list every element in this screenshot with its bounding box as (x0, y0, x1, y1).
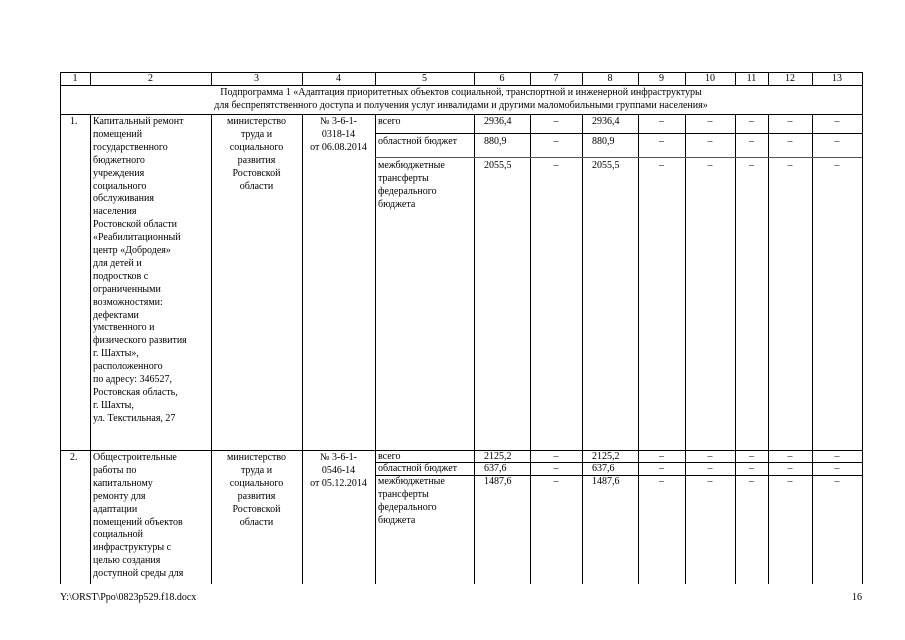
value-c11: – (749, 476, 754, 487)
executor-line: труда и (240, 464, 273, 476)
document-line: от 05.12.2014 (310, 477, 367, 489)
executor-line: министерство (226, 116, 287, 127)
object-name-line: социального (93, 180, 147, 192)
value-total: 880,9 (484, 136, 507, 147)
document-line: от 06.08.2014 (310, 141, 367, 153)
value-c12: – (787, 463, 793, 474)
funding-source-label: федерального (378, 185, 437, 197)
value-total: 2125,2 (484, 451, 512, 462)
col-divider (735, 114, 736, 584)
document-line: 0318-14 (321, 128, 356, 140)
col-divider (812, 114, 813, 584)
executor-line: социального (229, 141, 284, 153)
value-col-8: 637,6 (592, 463, 615, 474)
col-divider (530, 114, 531, 584)
table-border-left (60, 72, 61, 584)
object-name-line: учреждения (93, 167, 145, 179)
executor-line: развития (237, 154, 276, 166)
object-name-line: целью создания (93, 555, 161, 567)
source-row-divider (375, 133, 862, 134)
column-number-header: 12 (785, 73, 795, 84)
col-divider (302, 114, 303, 584)
value-c9: – (659, 136, 664, 147)
value-c10: – (707, 463, 713, 474)
funding-source-label: межбюджетные (378, 160, 445, 171)
column-number-header: 9 (659, 73, 664, 84)
object-name-line: социальной (93, 529, 143, 541)
value-total: 2936,4 (484, 116, 512, 127)
object-name-line: помещений (93, 128, 143, 140)
col-divider (582, 114, 583, 584)
col-divider (90, 114, 91, 584)
object-name-line: расположенного (93, 361, 163, 373)
object-name-line: доступной среды для (93, 568, 184, 580)
value-c9: – (659, 476, 664, 487)
column-number-header: 13 (832, 73, 842, 84)
executor-line: области (239, 180, 274, 192)
object-name-line: по адресу: 346527, (93, 374, 173, 385)
funding-source-label: бюджета (378, 198, 416, 210)
executor-line: социального (229, 477, 284, 489)
column-number-header: 8 (607, 73, 613, 84)
value-col-8: 2055,5 (592, 160, 620, 171)
object-name-line: возможностями: (93, 296, 163, 308)
object-name-line: г. Шахты, (93, 399, 134, 411)
executor-line: Ростовской (232, 503, 281, 515)
executor-line: министерство (226, 452, 287, 463)
object-name-line: дефектами (93, 309, 139, 321)
col-divider (375, 114, 376, 584)
value-c11: – (749, 463, 754, 474)
object-name-line: капитальному (93, 477, 153, 489)
value-total: 1487,6 (484, 476, 512, 487)
funding-source-label: трансферты (378, 172, 429, 184)
row-number: 1. (70, 116, 78, 127)
funding-source-label: всего (378, 451, 401, 462)
value-c13: – (834, 451, 840, 462)
funding-source-label: всего (378, 116, 401, 127)
value-total: 2055,5 (484, 160, 512, 171)
col-divider (685, 114, 686, 584)
value-total: 637,6 (484, 463, 507, 474)
col-divider (638, 114, 639, 584)
value-c10: – (707, 451, 713, 462)
value-col-8: 2936,4 (592, 116, 620, 127)
value-c9: – (659, 451, 664, 462)
value-col-7: – (553, 476, 559, 487)
funding-source-label: федерального (378, 501, 437, 513)
value-col-7: – (553, 160, 559, 171)
value-c9: – (659, 463, 664, 474)
value-c11: – (749, 451, 754, 462)
document-line: № 3-6-1- (319, 116, 358, 127)
value-c10: – (707, 116, 713, 127)
subprogram-title-line-2: для беспрепятственного доступа и получения услуг инвалидами и другими маломобильными группами населения» (214, 100, 708, 111)
value-c12: – (787, 116, 793, 127)
table-border-right (862, 72, 863, 584)
value-c10: – (707, 160, 713, 171)
object-name-line: центр «Добродея» (93, 245, 171, 256)
object-name-line: Общестроительные (93, 452, 177, 463)
funding-source-label: бюджета (378, 514, 416, 526)
value-c13: – (834, 476, 840, 487)
object-name-line: Капитальный ремонт (93, 116, 184, 127)
value-c11: – (749, 160, 754, 171)
value-col-8: 1487,6 (592, 476, 620, 487)
object-name-line: для детей и (93, 257, 142, 269)
column-number-header: 2 (148, 73, 153, 84)
object-name-line: бюджетного (93, 154, 145, 166)
funding-source-label: трансферты (378, 488, 429, 500)
value-c12: – (787, 476, 793, 487)
object-name-line: умственного и (93, 322, 155, 334)
source-row-divider (375, 157, 862, 158)
value-c13: – (834, 136, 840, 147)
value-col-7: – (553, 136, 559, 147)
value-col-8: 2125,2 (592, 451, 620, 462)
object-name-line: адаптации (93, 503, 138, 515)
object-name-line: государственного (93, 141, 168, 153)
funding-source-label: межбюджетные (378, 476, 445, 487)
footer-file-path: Y:\ORST\Ppo\0823p529.f18.docx (60, 592, 197, 603)
object-name-line: подростков с (93, 270, 149, 282)
value-c9: – (659, 116, 664, 127)
column-number-header: 4 (336, 73, 341, 84)
value-c12: – (787, 451, 793, 462)
executor-line: Ростовской (232, 167, 281, 179)
value-c9: – (659, 160, 664, 171)
value-c10: – (707, 476, 713, 487)
object-name-line: Ростовской области (93, 219, 177, 231)
column-number-header: 10 (705, 73, 715, 84)
document-line: № 3-6-1- (319, 452, 358, 463)
object-name-line: Ростовская область, (93, 386, 178, 398)
value-c12: – (787, 160, 793, 171)
column-number-header: 7 (553, 73, 559, 84)
funding-source-label: областной бюджет (378, 463, 458, 474)
object-name-line: г. Шахты», (93, 348, 139, 360)
value-col-8: 880,9 (592, 136, 615, 147)
column-number-header: 6 (499, 73, 505, 84)
col-divider (474, 114, 475, 584)
funding-source-label: областной бюджет (378, 136, 458, 147)
value-c12: – (787, 136, 793, 147)
object-name-line: помещений объектов (93, 516, 183, 528)
object-name-line: «Реабилитационный (93, 232, 181, 244)
object-name-line: обслуживания (93, 193, 154, 205)
value-c13: – (834, 116, 840, 127)
value-c11: – (749, 136, 754, 147)
subprogram-title-line-1: Подпрограмма 1 «Адаптация приоритетных объектов социальной, транспортной и инженерной инфраструктуры (220, 87, 702, 98)
value-c11: – (749, 116, 754, 127)
value-c13: – (834, 463, 840, 474)
object-name-line: ул. Текстильная, 27 (93, 412, 176, 424)
col-divider (768, 114, 769, 584)
page-number: 16 (852, 592, 862, 603)
subprogram-divider (60, 114, 862, 115)
executor-line: развития (237, 490, 276, 502)
column-number-header: 11 (746, 73, 757, 84)
object-name-line: ремонту для (93, 490, 146, 502)
object-name-line: инфраструктуры с (93, 542, 172, 554)
executor-line: области (239, 516, 274, 528)
column-number-header: 5 (422, 73, 427, 84)
column-number-header: 3 (254, 73, 259, 84)
value-col-7: – (553, 451, 559, 462)
executor-line: труда и (240, 128, 273, 140)
value-c10: – (707, 136, 713, 147)
row-number: 2. (70, 452, 78, 463)
object-name-line: ограниченными (93, 283, 161, 295)
document-line: 0546-14 (321, 464, 356, 476)
value-col-7: – (553, 463, 559, 474)
object-name-line: физического развития (93, 335, 187, 347)
object-name-line: населения (93, 206, 137, 218)
object-name-line: работы по (93, 464, 137, 476)
value-col-7: – (553, 116, 559, 127)
value-c13: – (834, 160, 840, 171)
column-number-header: 1 (72, 73, 78, 84)
